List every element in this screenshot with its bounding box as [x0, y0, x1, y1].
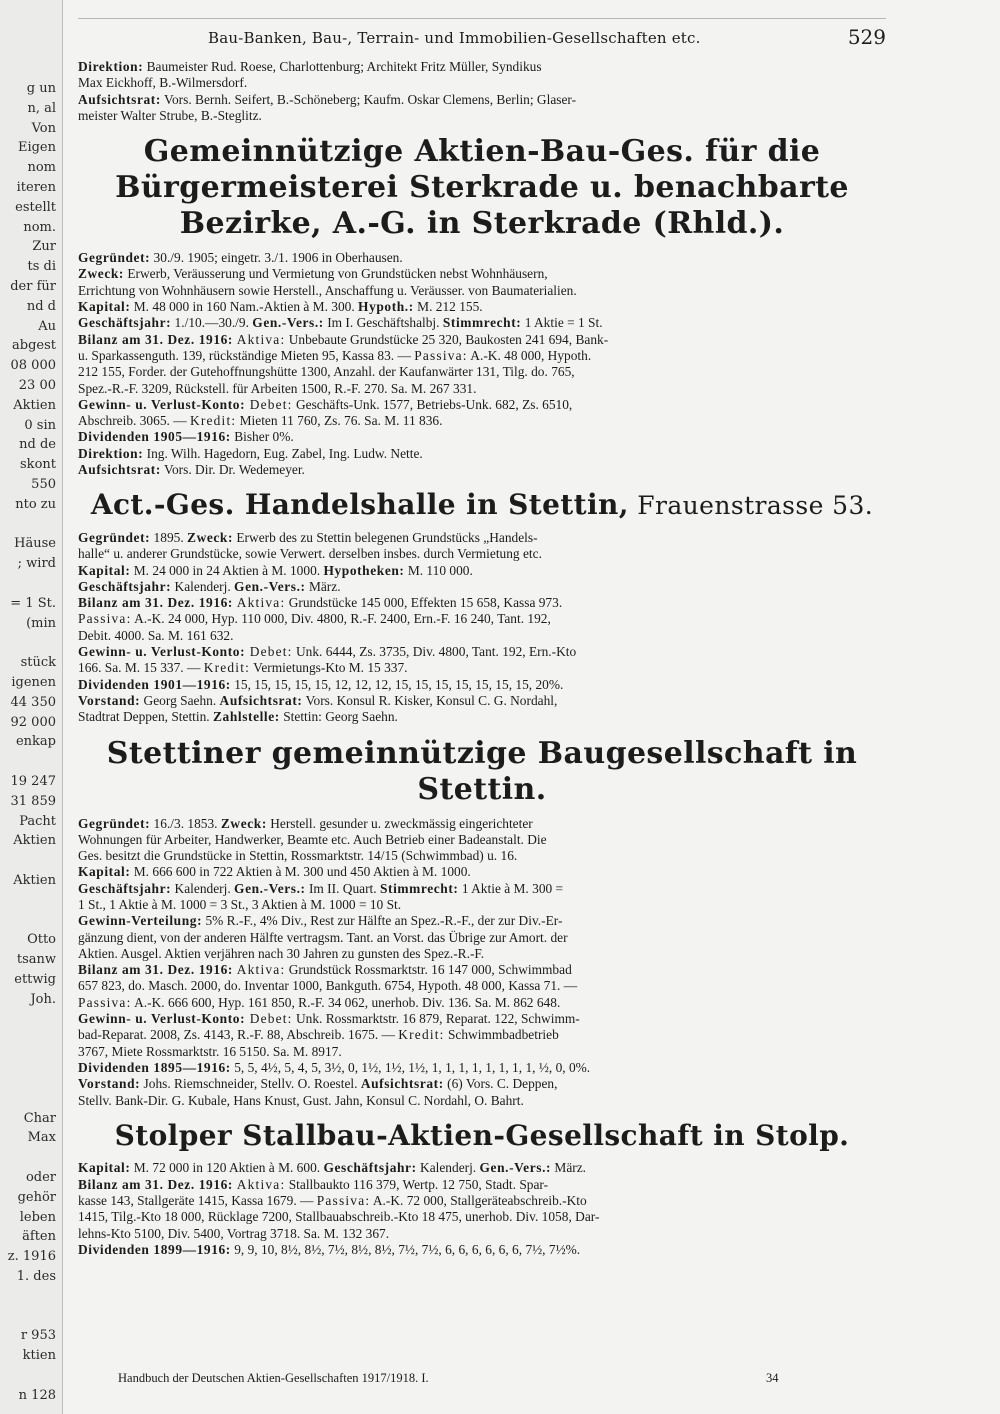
field-text: Unbebaute Grundstücke 25 320, Baukosten 241 694, Bank- — [285, 331, 609, 347]
margin-fragment: 1. des — [16, 1269, 56, 1284]
spaced-term: Debet: — [245, 644, 293, 660]
company-name: Stolper Stallbau-Aktien-Gesellschaft in Stolp. — [114, 1118, 850, 1152]
margin-fragment: 44 350 — [10, 694, 56, 710]
field-label: Dividenden 1905—1916: — [78, 429, 231, 445]
text-line — [78, 1242, 886, 1258]
margin-fragment: Char — [23, 1110, 56, 1126]
margin-fragment: skont — [20, 457, 56, 473]
field-text: Stallbaukto 116 379, Wertp. 12 750, Stadt. Spar- — [285, 1176, 549, 1192]
margin-fragment: 550 — [31, 477, 56, 492]
text-line — [78, 579, 886, 595]
field-text: Unk. Rossmarktstr. 16 879, Reparat. 122, Schwimm- — [292, 1011, 580, 1027]
company-title — [78, 134, 886, 242]
entry-body — [78, 1160, 886, 1258]
field-text: gänzung dient, von der anderen Hälfte vertragsm. Tant. an Vorst. das Übrige zur Amort. der — [78, 929, 568, 945]
field-text: Vors. Bernh. Seifert, B.-Schöneberg; Kaufm. Oskar Clemens, Berlin; Glaser- — [160, 91, 577, 107]
spaced-term: Kredit: — [398, 1027, 445, 1043]
spaced-term: Debet: — [245, 1011, 293, 1027]
margin-fragment: Von — [31, 120, 56, 136]
spaced-term: Passiva: — [316, 1193, 371, 1209]
company-name: Gemeinnützige Aktien-Bau-Ges. für die Bürgermeisterei Sterkrade u. benachbarte Bezirke, A.-G. in Sterkrade (Rhld.). — [115, 134, 849, 242]
field-label: Gen.-Vers.: — [479, 1160, 552, 1176]
spaced-term: Kredit: — [203, 660, 251, 676]
text-line — [78, 913, 886, 929]
field-text: Aktien. Ausgel. Aktien verjähren nach 30 Jahren zu gunsten des Spez.-R.-F. — [78, 945, 485, 961]
field-text: 9, 9, 10, 8½, 8½, 7½, 8½, 8½, 7½, 7½, 6, 6, 6, 6, 6, 6, 7½, 7½%. — [230, 1241, 581, 1257]
field-text: 5, 5, 4½, 5, 4, 5, 3½, 0, 1½, 1½, 1½, 1, 1, 1, 1, 1, 1, 1, 1, ½, 0, 0%. — [230, 1059, 591, 1075]
field-text: Erwerb, Veräusserung und Vermietung von Grundstücken nebst Wohnhäusern, — [124, 266, 548, 282]
text-line — [78, 429, 886, 445]
field-text: 1 Aktie à M. 300 = — [458, 880, 564, 896]
field-text: 15, 15, 15, 15, 15, 12, 12, 12, 15, 15, 15, 15, 15, 15, 15, 20%. — [230, 676, 564, 692]
text-line — [78, 108, 886, 124]
field-text: Ges. besitzt die Grundstücke in Stettin, Rossmarktstr. 14/15 (Schwimmbad) u. 16. — [78, 848, 518, 864]
field-label: Gegründet: — [78, 250, 151, 266]
field-text: (6) Vors. C. Deppen, — [443, 1076, 558, 1092]
company-entries — [78, 134, 886, 1258]
margin-fragment: gehör — [17, 1189, 56, 1205]
margin-fragment: Eigen — [17, 140, 56, 156]
field-text: Mieten 11 760, Zs. 76. Sa. M. 11 836. — [236, 413, 443, 429]
text-line — [78, 381, 886, 397]
text-line — [78, 546, 886, 562]
text-line — [78, 413, 886, 429]
document-page — [78, 18, 886, 1399]
field-label: Kapital: — [78, 562, 131, 578]
text-line — [78, 677, 886, 693]
field-label: Geschäftsjahr: — [78, 315, 172, 331]
spaced-term: Passiva: — [78, 994, 132, 1010]
field-text: lehns-Kto 5100, Div. 5400, Vortrag 3718. Sa. M. 132 367. — [78, 1225, 390, 1241]
company-entry — [78, 1119, 886, 1258]
page-number: 529 — [847, 25, 886, 49]
company-entry — [78, 134, 886, 478]
margin-fragment: n, al — [27, 100, 56, 116]
company-title — [78, 736, 886, 808]
field-text: 166. Sa. M. 15 337. — — [78, 660, 204, 676]
company-name: Act.-Ges. Handelshalle in Stettin, — [90, 488, 629, 522]
company-title — [78, 1119, 886, 1153]
margin-fragment: ettwig — [14, 972, 56, 987]
margin-fragment: 08 000 — [10, 358, 56, 374]
field-text: kasse 143, Stallgeräte 1415, Kassa 1679. — — [78, 1193, 317, 1209]
margin-fragment: 0 sin — [24, 417, 56, 433]
field-label: Gen.-Vers.: — [234, 880, 306, 896]
entry-body — [78, 250, 886, 478]
field-label: Aufsichtsrat: — [78, 462, 161, 478]
adjacent-page-margin — [0, 0, 63, 1414]
field-text: Spez.-R.-F. 3209, Rückstell. für Arbeiten 1500, R.-F. 270. Sa. M. 267 331. — [78, 380, 477, 396]
field-text: Max Eickhoff, B.-Wilmersdorf. — [78, 75, 248, 91]
field-label: Kapital: — [78, 1160, 131, 1176]
field-label: Geschäftsjahr: — [78, 880, 172, 896]
field-text: 16./3. 1853. — [150, 815, 221, 831]
margin-fragment: n 128 — [18, 1387, 56, 1403]
field-text: meister Walter Strube, B.-Steglitz. — [78, 107, 262, 123]
field-label: Stimmrecht: — [442, 315, 522, 331]
field-text: Grundstück Rossmarktstr. 16 147 000, Schwimmbad — [285, 962, 572, 978]
text-line — [78, 995, 886, 1011]
field-label: Geschäftsjahr: — [78, 578, 172, 594]
entry-body — [78, 816, 886, 1109]
field-label: Kapital: — [78, 299, 131, 315]
margin-fragment: 31 859 — [10, 793, 56, 809]
field-text: 212 155, Forder. der Gutehoffnungshütte 1300, Anzahl. der Kaufanwärter 131, Tilg. do. 765, — [78, 364, 575, 380]
field-text: März. — [551, 1160, 587, 1176]
text-line — [78, 1177, 886, 1193]
field-text: 3767, Miete Rossmarktstr. 16 5150. Sa. M. 8917. — [78, 1043, 342, 1059]
text-line — [78, 397, 886, 413]
text-line — [78, 92, 886, 108]
spaced-term: Aktiva: — [232, 1176, 286, 1192]
field-label: Bilanz am 31. Dez. 1916: — [78, 1176, 233, 1192]
field-label: Hypoth.: — [358, 299, 414, 315]
signature-mark: 34 — [766, 1371, 779, 1385]
spaced-term: Debet: — [245, 396, 293, 412]
field-text: A.-K. 24 000, Hyp. 110 000, Div. 4800, R.-F. 2400, Ern.-F. 16 240, Tant. 192, — [131, 611, 551, 627]
text-line — [78, 1076, 886, 1092]
field-text: bad-Reparat. 2008, Zs. 4143, R.-F. 88, Abschreib. 1675. — — [78, 1027, 399, 1043]
field-label: Gegründet: — [78, 529, 151, 545]
text-line — [78, 1093, 886, 1109]
field-label: Bilanz am 31. Dez. 1916: — [78, 331, 233, 347]
company-name: Stettiner gemeinnützige Baugesellschaft in Stettin. — [106, 735, 858, 807]
margin-fragment: der für — [10, 279, 56, 294]
field-label: Bilanz am 31. Dez. 1916: — [78, 595, 233, 611]
margin-fragment: nd d — [26, 298, 56, 314]
field-text: M. 212 155. — [413, 299, 483, 315]
margin-fragment: leben — [19, 1209, 56, 1225]
field-label: Gewinn- u. Verlust-Konto: — [78, 1011, 246, 1027]
field-text: Schwimmbadbetrieb — [444, 1027, 559, 1043]
running-head: Bau-Banken, Bau-, Terrain- und Immobilien-Gesellschaften etc. — [208, 29, 701, 47]
margin-fragment: (min — [26, 615, 56, 631]
field-text: M. 24 000 in 24 Aktien à M. 1000. — [130, 562, 324, 578]
field-label: Gewinn- u. Verlust-Konto: — [78, 396, 246, 412]
margin-fragment: nom — [27, 160, 56, 176]
field-label: Vorstand: — [78, 692, 141, 708]
margin-fragment: 92 000 — [10, 714, 56, 730]
text-line — [78, 563, 886, 579]
margin-fragment: enkap — [15, 734, 56, 750]
field-text: M. 48 000 in 160 Nam.-Aktien à M. 300. — [130, 299, 359, 315]
margin-fragment: nd de — [19, 437, 56, 453]
text-line — [78, 75, 886, 91]
text-line — [78, 611, 886, 627]
text-line — [78, 816, 886, 832]
text-line — [78, 315, 886, 331]
text-line — [78, 332, 886, 348]
company-entry — [78, 736, 886, 1109]
margin-fragment: 23 00 — [18, 378, 56, 393]
field-text: u. Sparkassenguth. 139, rückständige Mieten 95, Kassa 83. — — [78, 347, 415, 363]
text-line — [78, 897, 886, 913]
text-line — [78, 881, 886, 897]
text-line — [78, 250, 886, 266]
field-text: Abschreib. 3065. — — [78, 413, 190, 429]
field-label: Hypotheken: — [323, 562, 405, 578]
spaced-term: Kredit: — [189, 413, 237, 429]
margin-fragment: äften — [22, 1229, 56, 1245]
footer-text: Handbuch der Deutschen Aktien-Gesellschaften 1917/1918. I. — [118, 1371, 429, 1385]
margin-fragment: nom. — [23, 219, 56, 235]
field-text: Geschäfts-Unk. 1577, Betriebs-Unk. 682, Zs. 6510, — [292, 396, 573, 412]
text-line — [78, 1027, 886, 1043]
company-entry — [78, 488, 886, 725]
text-line — [78, 1060, 886, 1076]
field-text: 1415, Tilg.-Kto 18 000, Rücklage 7200, Stallbauabschreib.-Kto 18 475, unerhob. Div. 1058, Dar- — [78, 1209, 600, 1225]
text-line — [78, 59, 886, 75]
text-line — [78, 709, 886, 725]
field-text: Georg Saehn. — [140, 692, 220, 708]
text-line — [78, 283, 886, 299]
field-label: Zweck: — [187, 529, 234, 545]
field-label: Kapital: — [78, 864, 131, 880]
text-line — [78, 832, 886, 848]
field-text: 5% R.-F., 4% Div., Rest zur Hälfte an Spez.-R.-F., der zur Div.-Er- — [202, 913, 563, 929]
text-line — [78, 848, 886, 864]
field-label: Bilanz am 31. Dez. 1916: — [78, 962, 233, 978]
field-label: Zweck: — [78, 266, 124, 282]
field-text: März. — [305, 578, 341, 594]
field-label: Gen.-Vers.: — [252, 315, 324, 331]
margin-fragment: ; wird — [17, 556, 56, 572]
field-label: Gewinn- u. Verlust-Konto: — [78, 644, 246, 660]
field-text: Ing. Wilh. Hagedorn, Eug. Zabel, Ing. Ludw. Nette. — [143, 445, 423, 461]
field-text: Kalenderj. — [171, 578, 235, 594]
text-line — [78, 462, 886, 478]
margin-fragment: Aktien — [13, 873, 56, 888]
field-text: Im I. Geschäftshalbj. — [323, 315, 443, 331]
entry-body — [78, 530, 886, 726]
text-line — [78, 446, 886, 462]
field-text: Johs. Riemschneider, Stellv. O. Roestel. — [140, 1076, 361, 1092]
text-line — [78, 946, 886, 962]
field-label: Gegründet: — [78, 815, 151, 831]
field-text: Kalenderj. — [416, 1160, 480, 1176]
field-text: Stellv. Bank-Dir. G. Kubale, Hans Knust, Gust. Jahn, Konsul C. Nordahl, O. Bahrt. — [78, 1092, 524, 1108]
text-line — [78, 1209, 886, 1225]
field-text: Vors. Dir. Dr. Wedemeyer. — [160, 462, 305, 478]
field-label: Gewinn-Verteilung: — [78, 913, 203, 929]
margin-fragment: Joh. — [30, 991, 56, 1007]
field-text: Erwerb des zu Stettin belegenen Grundstücks „Handels- — [233, 529, 538, 545]
spaced-term: Passiva: — [78, 611, 132, 627]
margin-fragment: g un — [26, 81, 56, 96]
field-text: 657 823, do. Masch. 2000, do. Inventar 1000, Bankguth. 6754, Hypoth. 48 000, Kassa 71. — — [78, 978, 578, 994]
field-text: A.-K. 666 600, Hyp. 161 850, R.-F. 34 062, unerhob. Div. 136. Sa. M. 862 648. — [131, 994, 561, 1010]
margin-fragment: oder — [25, 1170, 56, 1185]
margin-fragment: igenen — [11, 675, 56, 690]
field-label: Geschäftsjahr: — [323, 1160, 417, 1176]
text-line — [78, 930, 886, 946]
margin-fragment: Max — [27, 1130, 56, 1146]
margin-fragment: = 1 St. — [10, 595, 56, 611]
text-line — [78, 660, 886, 676]
field-text: A.-K. 48 000, Hypoth. — [467, 347, 592, 363]
field-text: Debit. 4000. Sa. M. 161 632. — [78, 627, 234, 643]
field-text: 1./10.—30./9. — [171, 315, 253, 331]
field-text: halle“ u. anderer Grundstücke, sowie Verwert. derselben insbes. durch Vermietung etc. — [78, 546, 542, 562]
text-line — [78, 266, 886, 282]
field-text: Grundstücke 145 000, Effekten 15 658, Kassa 973. — [285, 595, 563, 611]
field-text: Stettin: Georg Saehn. — [279, 709, 398, 725]
company-title — [78, 488, 886, 522]
field-label: Gen.-Vers.: — [234, 578, 306, 594]
text-line — [78, 628, 886, 644]
field-text: Vors. Konsul R. Kisker, Konsul C. G. Nordahl, — [302, 692, 558, 708]
margin-fragment: tsanw — [16, 952, 56, 968]
margin-fragment: Aktien — [13, 833, 56, 849]
margin-fragment: 19 247 — [10, 774, 56, 789]
margin-fragment: ktien — [22, 1348, 56, 1364]
spaced-term: Aktiva: — [232, 331, 286, 347]
field-label: Direktion: — [78, 445, 144, 461]
text-line — [78, 1193, 886, 1209]
field-label: Zahlstelle: — [213, 709, 280, 725]
text-line — [78, 962, 886, 978]
page-footer — [118, 1371, 886, 1386]
field-text: A.-K. 72 000, Stallgeräteabschreib.-Kto — [370, 1193, 587, 1209]
field-label: Aufsichtsrat: — [219, 692, 303, 708]
text-line — [78, 644, 886, 660]
field-text: Kalenderj. — [171, 880, 235, 896]
margin-fragment: Zur — [32, 239, 56, 255]
margin-fragment: stück — [20, 655, 56, 671]
text-line — [78, 530, 886, 546]
margin-fragment: Häuse — [14, 536, 56, 552]
text-line — [78, 299, 886, 315]
field-text: Errichtung von Wohnhäusern sowie Herstell., Anschaffung u. Veräusser. von Baumaterialien. — [78, 282, 577, 298]
text-line — [78, 864, 886, 880]
text-line — [78, 1226, 886, 1242]
field-label: Dividenden 1899—1916: — [78, 1241, 231, 1257]
field-text: Herstell. gesunder u. zweckmässig eingerichteter — [266, 815, 533, 831]
field-text: 30./9. 1905; eingetr. 3./1. 1906 in Oberhausen. — [150, 250, 403, 266]
field-text: Baumeister Rud. Roese, Charlottenburg; Architekt Fritz Müller, Syndikus — [143, 59, 542, 74]
margin-fragment: r 953 — [20, 1328, 56, 1344]
field-text: Vermietungs-Kto M. 15 337. — [250, 660, 408, 676]
field-text: Wohnungen für Arbeiter, Handwerker, Beamte etc. Auch Betrieb einer Badeanstalt. Die — [78, 831, 547, 847]
margin-fragment: Otto — [27, 932, 56, 948]
field-label: Direktion: — [78, 59, 144, 74]
field-text: Bisher 0%. — [230, 429, 294, 445]
field-text: 1 Aktie = 1 St. — [521, 315, 603, 331]
text-line — [78, 978, 886, 994]
field-text: M. 666 600 in 722 Aktien à M. 300 und 450 Aktien à M. 1000. — [130, 864, 471, 880]
field-text: Im II. Quart. — [305, 880, 380, 896]
text-line — [78, 693, 886, 709]
margin-fragment: z. 1916 — [7, 1249, 56, 1265]
text-line — [78, 1011, 886, 1027]
field-text: M. 72 000 in 120 Aktien à M. 600. — [130, 1160, 324, 1176]
field-text: Unk. 6444, Zs. 3735, Div. 4800, Tant. 192, Ern.-Kto — [292, 644, 577, 660]
field-text: 1 St., 1 Aktie à M. 1000 = 3 St., 3 Aktien à M. 1000 = 10 St. — [78, 896, 402, 912]
margin-fragment: Pacht — [19, 813, 56, 829]
text-line — [78, 1044, 886, 1060]
text-line — [78, 348, 886, 364]
margin-fragment: Au — [38, 318, 56, 334]
spaced-term: Aktiva: — [232, 962, 286, 978]
field-label: Aufsichtsrat: — [78, 91, 161, 107]
text-line — [78, 364, 886, 380]
page-header — [78, 19, 886, 59]
field-text: Stadtrat Deppen, Stettin. — [78, 709, 213, 725]
field-text: 1895. — [150, 529, 188, 545]
margin-fragment: abgest — [12, 338, 56, 354]
intro-block — [78, 59, 886, 124]
spaced-term: Passiva: — [414, 347, 468, 363]
company-address: Frauenstrasse 53. — [628, 491, 874, 521]
margin-fragment: ts di — [27, 259, 56, 275]
text-line — [78, 1160, 886, 1176]
field-text: M. 110 000. — [404, 562, 473, 578]
margin-fragment: iteren — [16, 180, 56, 195]
field-label: Dividenden 1901—1916: — [78, 676, 231, 692]
field-label: Vorstand: — [78, 1076, 141, 1092]
margin-fragment: estellt — [15, 199, 56, 215]
margin-fragment: Aktien — [13, 397, 56, 413]
field-label: Stimmrecht: — [379, 880, 459, 896]
field-label: Aufsichtsrat: — [360, 1076, 444, 1092]
text-line — [78, 595, 886, 611]
spaced-term: Aktiva: — [232, 595, 286, 611]
field-label: Dividenden 1895—1916: — [78, 1059, 231, 1075]
field-label: Zweck: — [220, 815, 267, 831]
margin-fragment: nto zu — [15, 496, 56, 512]
